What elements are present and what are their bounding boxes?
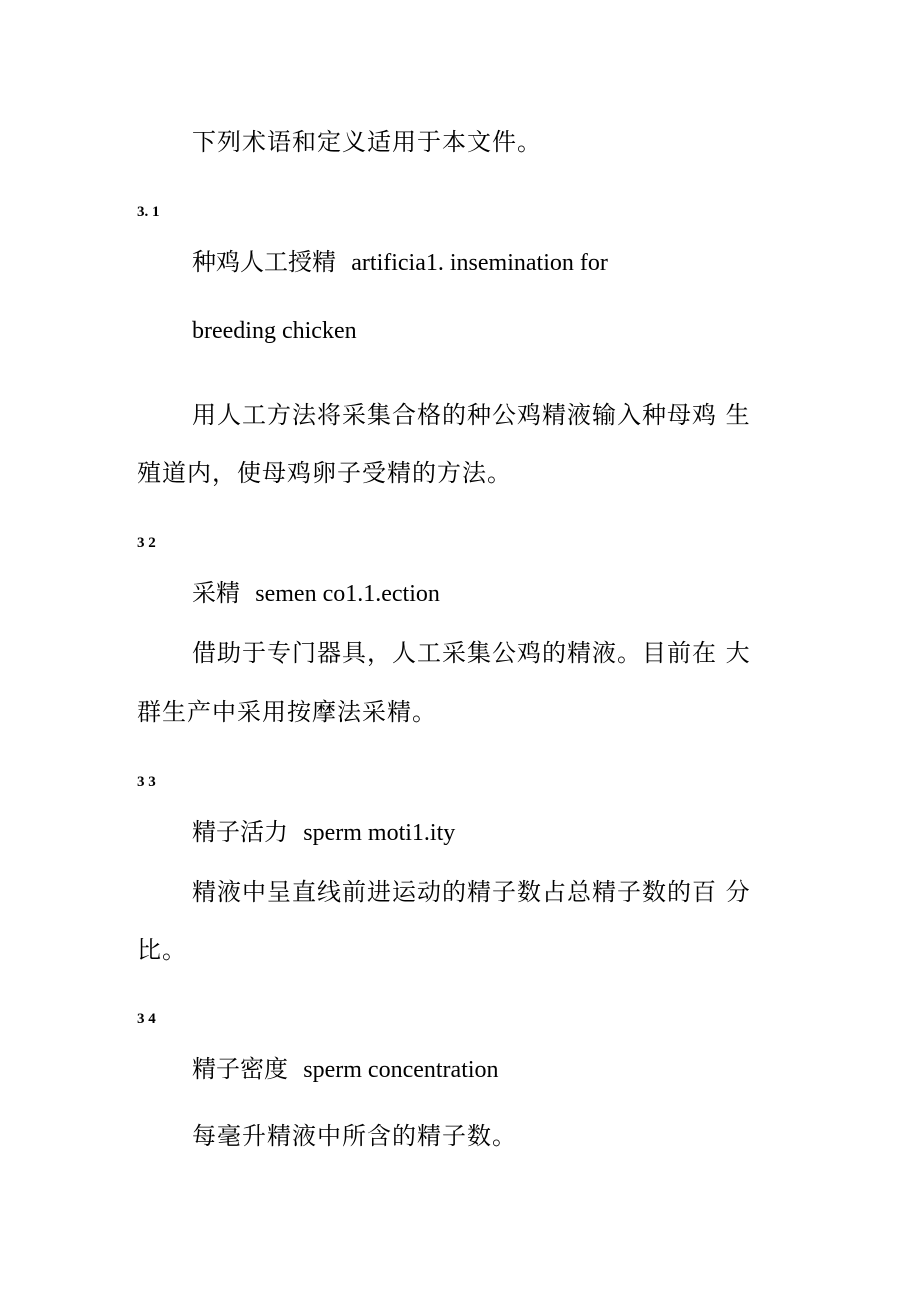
term-name-zh: 采精 — [192, 579, 240, 607]
term-definition-line: 群生产中采用按摩法采精。 — [137, 698, 437, 726]
term-number: 3. 1 — [137, 204, 160, 220]
term-number: 3 2 — [137, 535, 156, 551]
term-definition-line: 比。 — [137, 936, 187, 964]
term-title — [192, 1057, 499, 1082]
term-title — [192, 250, 608, 275]
term-number: 3 3 — [137, 774, 156, 790]
term-title — [192, 820, 455, 845]
term-definition-line: 每毫升精液中所含的精子数。 — [192, 1122, 517, 1150]
term-name-en: artificia1. insemination for — [351, 250, 608, 276]
term-definition-line: 殖道内，使母鸡卵子受精的方法。 — [137, 459, 512, 487]
term-name-zh: 精子活力 — [192, 818, 288, 846]
term-name-zh: 种鸡人工授精 — [192, 248, 336, 276]
term-name-en: semen co1.1.ection — [255, 581, 440, 607]
term-name-en-continued: breeding chicken — [192, 318, 357, 344]
term-name-en: sperm moti1.ity — [303, 820, 456, 846]
term-title — [192, 581, 440, 606]
term-definition-line: 用人工方法将采集合格的种公鸡精液输入种母鸡 生 — [192, 401, 751, 429]
term-number: 3 4 — [137, 1011, 156, 1027]
term-title-continued — [192, 318, 357, 343]
intro-text: 下列术语和定义适用于本文件。 — [192, 128, 542, 156]
term-definition-line: 精液中呈直线前进运动的精子数占总精子数的百 分 — [192, 878, 751, 906]
term-definition-line: 借助于专门器具，人工采集公鸡的精液。目前在 大 — [192, 639, 751, 667]
term-name-zh: 精子密度 — [192, 1055, 288, 1083]
term-name-en: sperm concentration — [303, 1057, 499, 1083]
